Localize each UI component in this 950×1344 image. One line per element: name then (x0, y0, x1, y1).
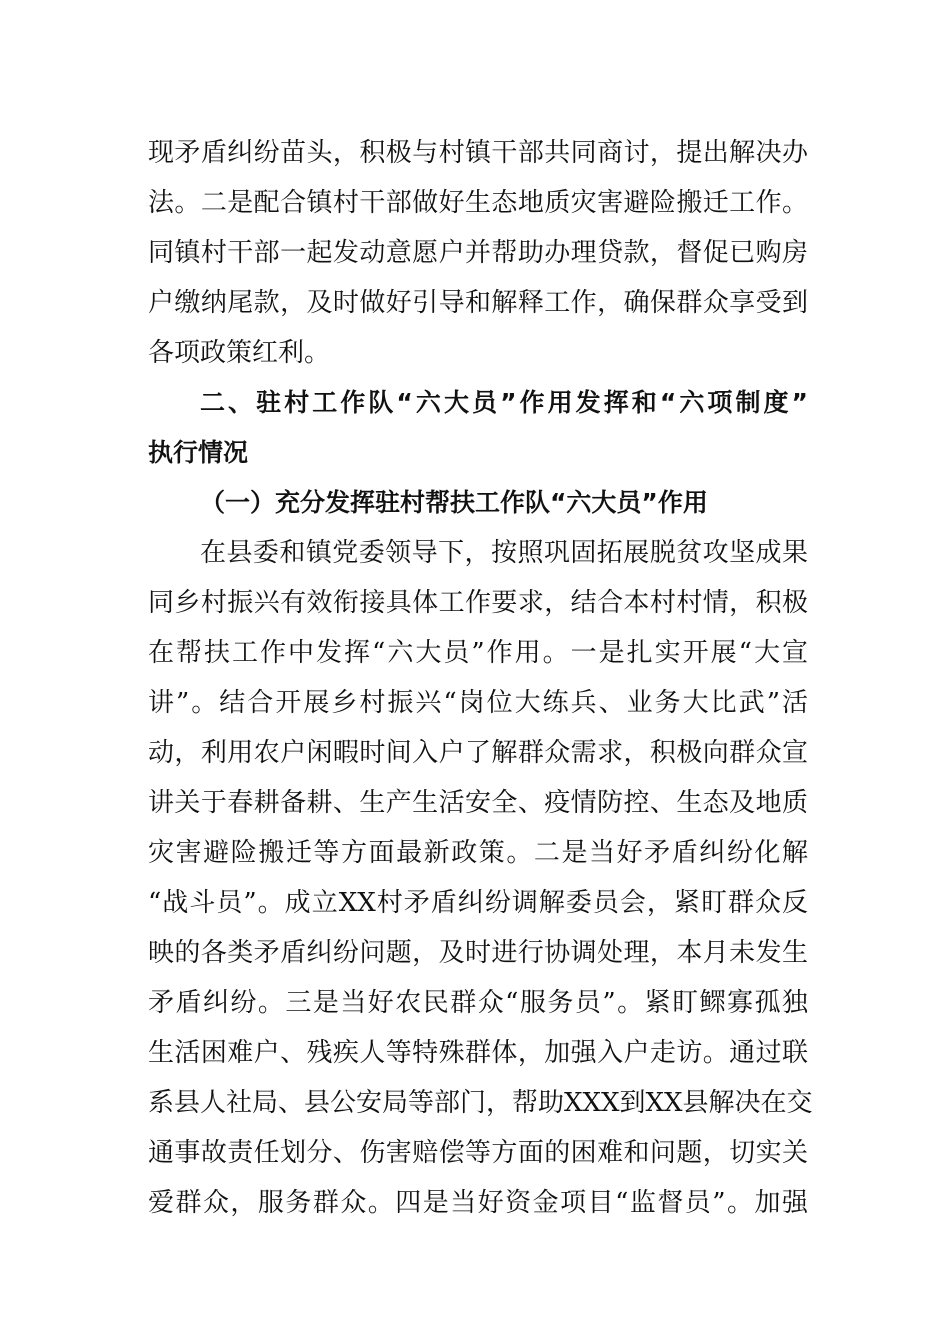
paragraph-2-line: 灾害避险搬迁等方面最新政策。二是当好矛盾纠纷化解 (148, 838, 808, 868)
paragraph-2-line: 生活困难户、残疾人等特殊群体，加强入户走访。通过联 (148, 1038, 808, 1068)
paragraph-2-line: 同乡村振兴有效衔接具体工作要求，结合本村村情，积极 (148, 588, 808, 618)
paragraph-2-line: 矛盾纠纷。三是当好农民群众“服务员”。紧盯鳏寡孤独 (148, 988, 808, 1018)
subsection-heading: （一）充分发挥驻村帮扶工作队“六大员”作用 (200, 488, 708, 517)
paragraph-1-line: 户缴纳尾款，及时做好引导和解释工作，确保群众享受到 (148, 288, 808, 318)
paragraph-1-line: 现矛盾纠纷苗头，积极与村镇干部共同商讨，提出解决办 (148, 138, 808, 168)
paragraph-2-line: 通事故责任划分、伤害赔偿等方面的困难和问题，切实关 (148, 1138, 808, 1168)
section-heading-line: 执行情况 (148, 438, 249, 467)
paragraph-2-line: “战斗员”。成立XX村矛盾纠纷调解委员会，紧盯群众反 (148, 888, 808, 918)
paragraph-1-line: 同镇村干部一起发动意愿户并帮助办理贷款，督促已购房 (148, 238, 808, 268)
paragraph-1-line: 各项政策红利。 (148, 338, 331, 368)
paragraph-2-line: 系县人社局、县公安局等部门，帮助XXX到XX县解决在交 (148, 1088, 813, 1118)
paragraph-2-line: 在县委和镇党委领导下，按照巩固拓展脱贫攻坚成果 (200, 538, 808, 568)
section-heading-line: 二、驻村工作队“六大员”作用发挥和“六项制度” (200, 388, 808, 417)
paragraph-2-line: 动，利用农户闲暇时间入户了解群众需求，积极向群众宣 (148, 738, 808, 768)
paragraph-2-line: 在帮扶工作中发挥“六大员”作用。一是扎实开展“大宣 (148, 638, 808, 668)
paragraph-2-line: 讲关于春耕备耕、生产生活安全、疫情防控、生态及地质 (148, 788, 808, 818)
paragraph-2-line: 爱群众，服务群众。四是当好资金项目“监督员”。加强 (148, 1188, 808, 1218)
paragraph-2-line: 映的各类矛盾纠纷问题，及时进行协调处理，本月未发生 (148, 938, 808, 968)
paragraph-1-line: 法。二是配合镇村干部做好生态地质灾害避险搬迁工作。 (148, 188, 808, 218)
paragraph-2-line: 讲”。结合开展乡村振兴“岗位大练兵、业务大比武”活 (148, 688, 808, 718)
